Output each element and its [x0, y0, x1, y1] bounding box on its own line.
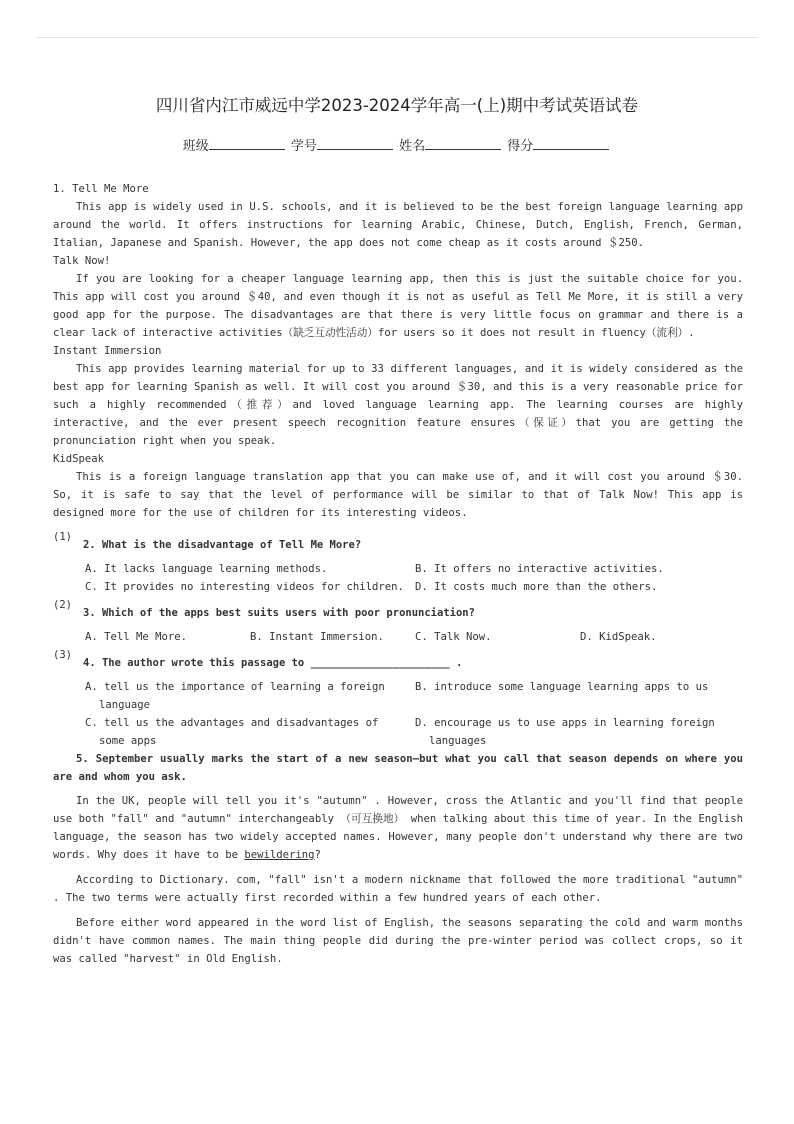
question-5-heading: 5. September usually marks the start of a new season—but what you call that season depends on where you are and whom you ask.	[53, 753, 743, 783]
exam-content	[53, 180, 743, 968]
option-c[interactable]: C. Talk Now.	[415, 631, 492, 643]
option-d[interactable]: D. KidSpeak.	[580, 631, 657, 643]
class-label: 班级	[182, 139, 209, 154]
option-d[interactable]: D. It costs much more than the others.	[415, 581, 658, 593]
top-divider	[36, 37, 758, 38]
underlined-word: bewildering	[244, 849, 315, 861]
question-1-heading: 1. Tell Me More	[53, 183, 149, 195]
passage-subheading: Instant Immersion	[53, 345, 162, 357]
sub-question-text: 4. The author wrote this passage to ______________________ .	[83, 657, 463, 669]
name-label: 姓名	[399, 139, 426, 154]
name-blank[interactable]	[425, 137, 501, 150]
score-label: 得分	[507, 139, 534, 154]
paragraph-text: ?	[314, 849, 321, 861]
sub-question-text: 2. What is the disadvantage of Tell Me More?	[83, 539, 362, 551]
sub-question-text: 3. Which of the apps best suits users with poor pronunciation?	[83, 607, 475, 619]
option-b[interactable]: B. It offers no interactive activities.	[415, 563, 664, 575]
number-blank[interactable]	[317, 137, 393, 150]
passage-paragraph	[53, 792, 743, 864]
option-b[interactable]: B. introduce some language learning apps to us	[415, 681, 709, 693]
option-c[interactable]: C. It provides no interesting videos for children.	[85, 581, 404, 593]
passage-subheading: KidSpeak	[53, 453, 105, 465]
sub-question-number: (1)	[53, 531, 72, 543]
option-a[interactable]: A. tell us the importance of learning a foreign language	[85, 681, 385, 711]
passage-paragraph: If you are looking for a cheaper language learning app, then this is just the suitable choice for you. This app will cost you around ＄40, and even though it is not as useful as Tell Me More, it is still a very good app for the purpose. The disadvantages are that there is very little focus on grammar and there is a clear lack of interactive activities（缺乏互动性活动）for users so it does not result in fluency（流利）.	[53, 273, 743, 339]
option-list	[53, 628, 743, 646]
page-title: 四川省内江市威远中学2023-2024学年高一(上)期中考试英语试卷	[155, 96, 639, 115]
option-d[interactable]: D. encourage us to use apps in learning foreign languages	[415, 717, 715, 747]
sub-question	[53, 649, 743, 750]
passage-paragraph: This app is widely used in U.S. schools, and it is believed to be the best foreign language learning app around the world. It offers instructions for learning Arabic, Chinese, Dutch, English, French, German, Italian, Japanese and Spanish. However, the app does not come cheap as it costs around ＄250.	[53, 201, 743, 249]
sub-question	[53, 531, 743, 596]
passage-paragraph: This app provides learning material for up to 33 different languages, and it is widely considered as the best app for learning Spanish as well. It will cost you around ＄30, and this is a very reasonable price for such a highly recommended（推荐）and loved language learning app. The learning courses are highly interactive, and the ever present speech recognition feature ensures（保证）that you are getting the pronunciation right when you speak.	[53, 363, 743, 447]
passage-paragraph: This is a foreign language translation app that you can make use of, and it will cost you around ＄30. So, it is safe to say that the level of performance will be similar to that of Talk Now! This app is designed more for the use of children for its interesting videos.	[53, 471, 743, 519]
passage-paragraph: Before either word appeared in the word list of English, the seasons separating the cold and warm months didn't have common names. The main thing people did during the pre-winter period was collect crops, so it was called "harvest" in Old English.	[53, 917, 743, 965]
student-info-line	[0, 135, 794, 154]
passage-subheading: Talk Now!	[53, 255, 111, 267]
sub-question-number: (2)	[53, 599, 72, 611]
number-label: 学号	[290, 139, 317, 154]
score-blank[interactable]	[533, 137, 609, 150]
option-b[interactable]: B. Instant Immersion.	[250, 631, 384, 643]
option-a[interactable]: A. Tell Me More.	[85, 631, 188, 643]
passage-paragraph: According to Dictionary. com, "fall" isn't a modern nickname that followed the more traditional "autumn" . The two terms were actually first recorded within a few hundred years of each other.	[53, 874, 743, 904]
option-c[interactable]: C. tell us the advantages and disadvantages of some apps	[85, 717, 379, 747]
class-blank[interactable]	[209, 137, 285, 150]
sub-question-number: (3)	[53, 649, 72, 661]
option-a[interactable]: A. It lacks language learning methods.	[85, 563, 328, 575]
option-list	[53, 678, 743, 750]
paragraph-text: In the UK, people will tell you it's "autumn" . However, cross the Atlantic and you'll find that people use both "fall" and "autumn" interchangeably （可互换地） when talking about this time of year. In the English language, the season has two widely accepted names. However, many people don't understand why there are two words. Why does it have to be	[53, 795, 743, 861]
sub-question	[53, 599, 743, 646]
option-list	[53, 560, 743, 596]
